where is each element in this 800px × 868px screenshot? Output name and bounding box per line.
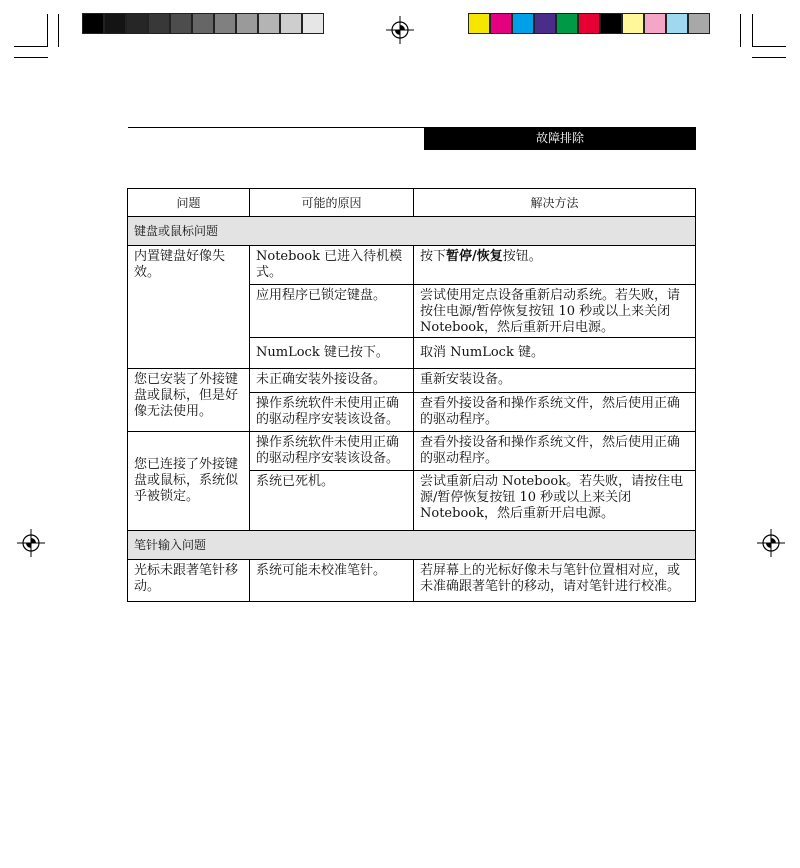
- table-row: [128, 369, 696, 393]
- cause-cell: 应用程序已锁定键盘。: [250, 285, 414, 338]
- cause-cell: 操作系统软件未使用正确的驱动程序安装该设备。: [250, 432, 414, 471]
- header-rule: [128, 127, 424, 128]
- page-header-title: 故障排除: [424, 127, 696, 150]
- color-swatch: [666, 13, 688, 34]
- color-swatch: [644, 13, 666, 34]
- section-title: 键盘或鼠标问题: [128, 217, 696, 246]
- solution-cell: 查看外接设备和操作系统文件，然后使用正确的驱动程序。: [414, 393, 696, 432]
- color-swatch: [512, 13, 534, 34]
- gray-swatch: [302, 13, 324, 34]
- crop-mark: [740, 14, 741, 47]
- column-header-cause: 可能的原因: [250, 189, 414, 217]
- solution-text: 按钮。: [502, 249, 542, 264]
- pause-resume-label: 暂停/恢复: [446, 249, 503, 264]
- crop-mark: [752, 14, 753, 47]
- registration-mark-icon: [386, 16, 414, 44]
- solution-cell: 查看外接设备和操作系统文件，然后使用正确的驱动程序。: [414, 432, 696, 471]
- crop-mark: [47, 14, 48, 47]
- gray-swatch: [236, 13, 258, 34]
- table-row: [128, 560, 696, 602]
- color-swatch: [688, 13, 710, 34]
- cause-cell: NumLock 键已按下。: [250, 338, 414, 369]
- cause-cell: Notebook 已进入待机模式。: [250, 246, 414, 285]
- gray-swatch: [258, 13, 280, 34]
- color-swatch: [600, 13, 622, 34]
- column-header-problem: 问题: [128, 189, 250, 217]
- crop-mark: [58, 14, 59, 47]
- gray-swatch: [280, 13, 302, 34]
- symptom-cell: 您已安装了外接键盘或鼠标，但是好像无法使用。: [128, 369, 250, 432]
- solution-cell: 取消 NumLock 键。: [414, 338, 696, 369]
- color-swatch: [556, 13, 578, 34]
- gray-swatch: [192, 13, 214, 34]
- symptom-cell: 光标未跟著笔针移动。: [128, 560, 250, 602]
- cause-cell: 系统已死机。: [250, 471, 414, 531]
- table-header-row: [128, 189, 696, 217]
- gray-swatch: [126, 13, 148, 34]
- column-header-solution: 解决方法: [414, 189, 696, 217]
- registration-mark-icon: [17, 529, 45, 557]
- cause-cell: 操作系统软件未使用正确的驱动程序安装该设备。: [250, 393, 414, 432]
- solution-cell: [414, 246, 696, 285]
- color-swatch: [490, 13, 512, 34]
- solution-cell: 尝试重新启动 Notebook。若失败，请按住电源/暂停恢复按钮 10 秒或以上来关闭 Notebook，然后重新开启电源。: [414, 471, 696, 531]
- crop-mark: [14, 46, 48, 47]
- solution-cell: 尝试使用定点设备重新启动系统。若失败，请按住电源/暂停恢复按钮 10 秒或以上来关闭 Notebook，然后重新开启电源。: [414, 285, 696, 338]
- cause-cell: 未正确安装外接设备。: [250, 369, 414, 393]
- symptom-cell: 内置键盘好像失效。: [128, 246, 250, 369]
- cause-cell: 系统可能未校准笔针。: [250, 560, 414, 602]
- solution-cell: 若屏幕上的光标好像未与笔针位置相对应，或未准确跟著笔针的移动，请对笔针进行校准。: [414, 560, 696, 602]
- gray-swatch: [82, 13, 104, 34]
- gray-swatch: [104, 13, 126, 34]
- crop-mark: [752, 46, 786, 47]
- color-swatch-strip: [468, 13, 710, 36]
- troubleshooting-table: [127, 188, 696, 602]
- gray-swatch-strip: [82, 13, 324, 36]
- gray-swatch: [170, 13, 192, 34]
- color-swatch: [622, 13, 644, 34]
- section-row-pen-input: [128, 531, 696, 560]
- gray-swatch: [214, 13, 236, 34]
- registration-mark-icon: [757, 529, 785, 557]
- section-row-keyboard-mouse: [128, 217, 696, 246]
- solution-cell: 重新安装设备。: [414, 369, 696, 393]
- section-title: 笔针输入问题: [128, 531, 696, 560]
- color-swatch: [468, 13, 490, 34]
- color-swatch: [534, 13, 556, 34]
- color-swatch: [578, 13, 600, 34]
- solution-text: 按下: [420, 249, 447, 264]
- table-row: [128, 246, 696, 285]
- table-row: [128, 432, 696, 471]
- crop-mark: [752, 57, 786, 58]
- crop-mark: [14, 57, 48, 58]
- gray-swatch: [148, 13, 170, 34]
- symptom-cell: 您已连接了外接键盘或鼠标，系统似乎被锁定。: [128, 432, 250, 531]
